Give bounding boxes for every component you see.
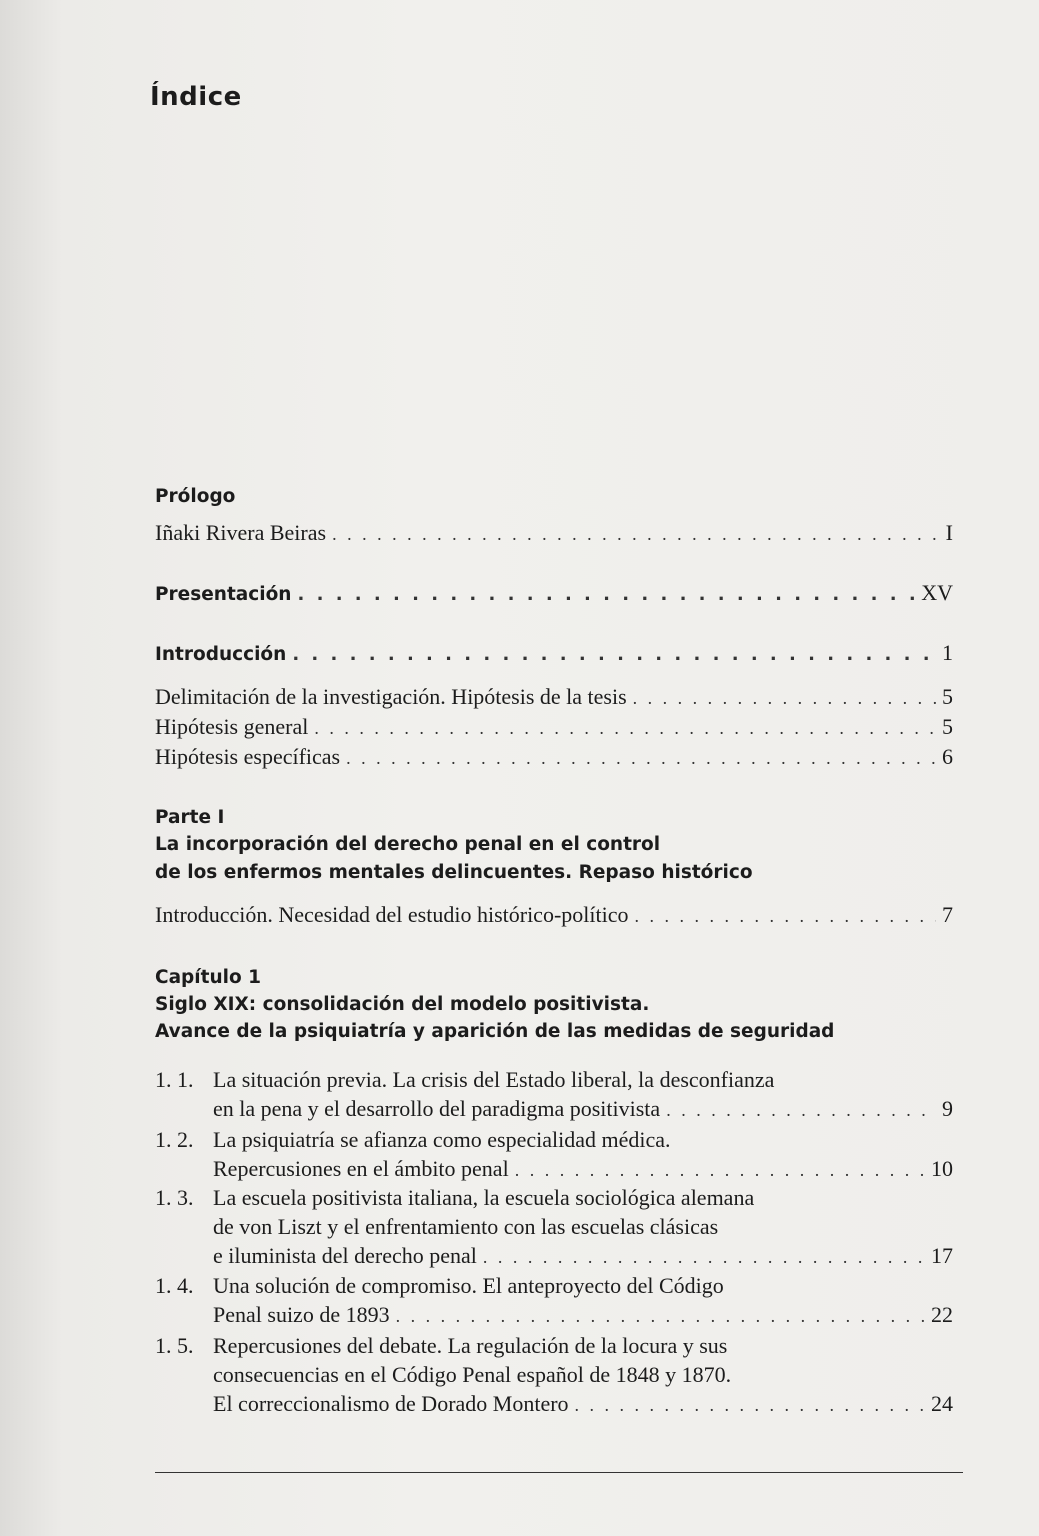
entry-label: El correccionalismo de Dorado Montero bbox=[213, 1391, 569, 1416]
section-number: 1. 2. bbox=[155, 1127, 194, 1152]
parte-title-line2: de los enfermos mentales delincuentes. Repaso histórico bbox=[155, 862, 753, 883]
entry-line: La situación previa. La crisis del Estado liberal, la desconfianza bbox=[213, 1067, 775, 1092]
entry-label: Repercusiones en el ámbito penal bbox=[213, 1156, 509, 1181]
toc-entry-section-1-5[interactable] bbox=[155, 1331, 953, 1421]
entry-label: Hipótesis general bbox=[155, 714, 309, 739]
footer-rule bbox=[155, 1472, 963, 1473]
toc-entry-delimitacion[interactable] bbox=[155, 682, 953, 713]
entry-page: 9 bbox=[942, 1096, 953, 1121]
toc-entry-hipotesis-general[interactable] bbox=[155, 712, 953, 743]
entry-page: 22 bbox=[931, 1302, 953, 1327]
dot-leader bbox=[515, 1156, 925, 1185]
toc-entry-prologo[interactable] bbox=[155, 518, 953, 549]
toc-entry-presentacion[interactable] bbox=[155, 578, 953, 609]
entry-page: 24 bbox=[931, 1391, 953, 1416]
entry-label: Delimitación de la investigación. Hipótesis de la tesis bbox=[155, 684, 627, 709]
section-number: 1. 3. bbox=[155, 1185, 194, 1210]
entry-label: Iñaki Rivera Beiras bbox=[155, 520, 327, 545]
page-title: Índice bbox=[150, 82, 242, 112]
parte-heading: Parte I bbox=[155, 807, 225, 828]
capitulo-title-line2: Avance de la psiquiatría y aparición de las medidas de seguridad bbox=[155, 1021, 835, 1042]
capitulo-title-line1: Siglo XIX: consolidación del modelo positivista. bbox=[155, 994, 650, 1015]
entry-page: 17 bbox=[931, 1243, 953, 1268]
entry-line: Repercusiones del debate. La regulación de la locura y sus bbox=[213, 1333, 728, 1358]
dot-leader bbox=[396, 1302, 925, 1331]
entry-line: La psiquiatría se afianza como especialidad médica. bbox=[213, 1127, 671, 1152]
entry-line: de von Liszt y el enfrentamiento con las escuelas clásicas bbox=[213, 1214, 719, 1239]
entry-line: La escuela positivista italiana, la escuela sociológica alemana bbox=[213, 1185, 755, 1210]
dot-leader bbox=[346, 744, 936, 773]
dot-leader bbox=[297, 580, 915, 609]
entry-page: XV bbox=[921, 580, 953, 605]
entry-label: Introducción bbox=[155, 644, 287, 665]
toc-entry-section-1-3[interactable] bbox=[155, 1183, 953, 1273]
entry-page: 10 bbox=[931, 1156, 953, 1181]
dot-leader bbox=[634, 902, 936, 931]
entry-label: en la pena y el desarrollo del paradigma positivista bbox=[213, 1096, 661, 1121]
entry-page: 1 bbox=[942, 640, 953, 665]
entry-label: Hipótesis específicas bbox=[155, 744, 341, 769]
entry-page: I bbox=[945, 520, 953, 545]
dot-leader bbox=[575, 1391, 925, 1420]
entry-label: Penal suizo de 1893 bbox=[213, 1302, 390, 1327]
dot-leader bbox=[314, 714, 936, 743]
dot-leader bbox=[666, 1096, 936, 1125]
parte-title-line1: La incorporación del derecho penal en el control bbox=[155, 834, 661, 855]
entry-line: consecuencias en el Código Penal español de 1848 y 1870. bbox=[213, 1362, 732, 1387]
toc-entry-section-1-2[interactable] bbox=[155, 1125, 953, 1185]
entry-page: 6 bbox=[942, 744, 953, 769]
section-number: 1. 1. bbox=[155, 1067, 194, 1092]
toc-entry-section-1-1[interactable] bbox=[155, 1065, 953, 1125]
entry-page: 5 bbox=[942, 684, 953, 709]
toc-entry-hipotesis-especificas[interactable] bbox=[155, 742, 953, 773]
entry-label: Introducción. Necesidad del estudio histórico-político bbox=[155, 902, 629, 927]
dot-leader bbox=[332, 520, 940, 549]
section-number: 1. 4. bbox=[155, 1273, 194, 1298]
dot-leader bbox=[483, 1243, 925, 1272]
entry-label: Presentación bbox=[155, 584, 292, 605]
capitulo-heading: Capítulo 1 bbox=[155, 967, 262, 988]
entry-label: e iluminista del derecho penal bbox=[213, 1243, 477, 1268]
entry-page: 5 bbox=[942, 714, 953, 739]
dot-leader bbox=[633, 684, 936, 713]
entry-line: Una solución de compromiso. El anteproyecto del Código bbox=[213, 1273, 724, 1298]
toc-entry-introduccion[interactable] bbox=[155, 638, 953, 669]
dot-leader bbox=[292, 640, 936, 669]
prologo-heading: Prólogo bbox=[155, 486, 236, 507]
section-number: 1. 5. bbox=[155, 1333, 194, 1358]
entry-page: 7 bbox=[942, 902, 953, 927]
toc-entry-section-1-4[interactable] bbox=[155, 1271, 953, 1331]
toc-entry-parte-intro[interactable] bbox=[155, 900, 953, 931]
